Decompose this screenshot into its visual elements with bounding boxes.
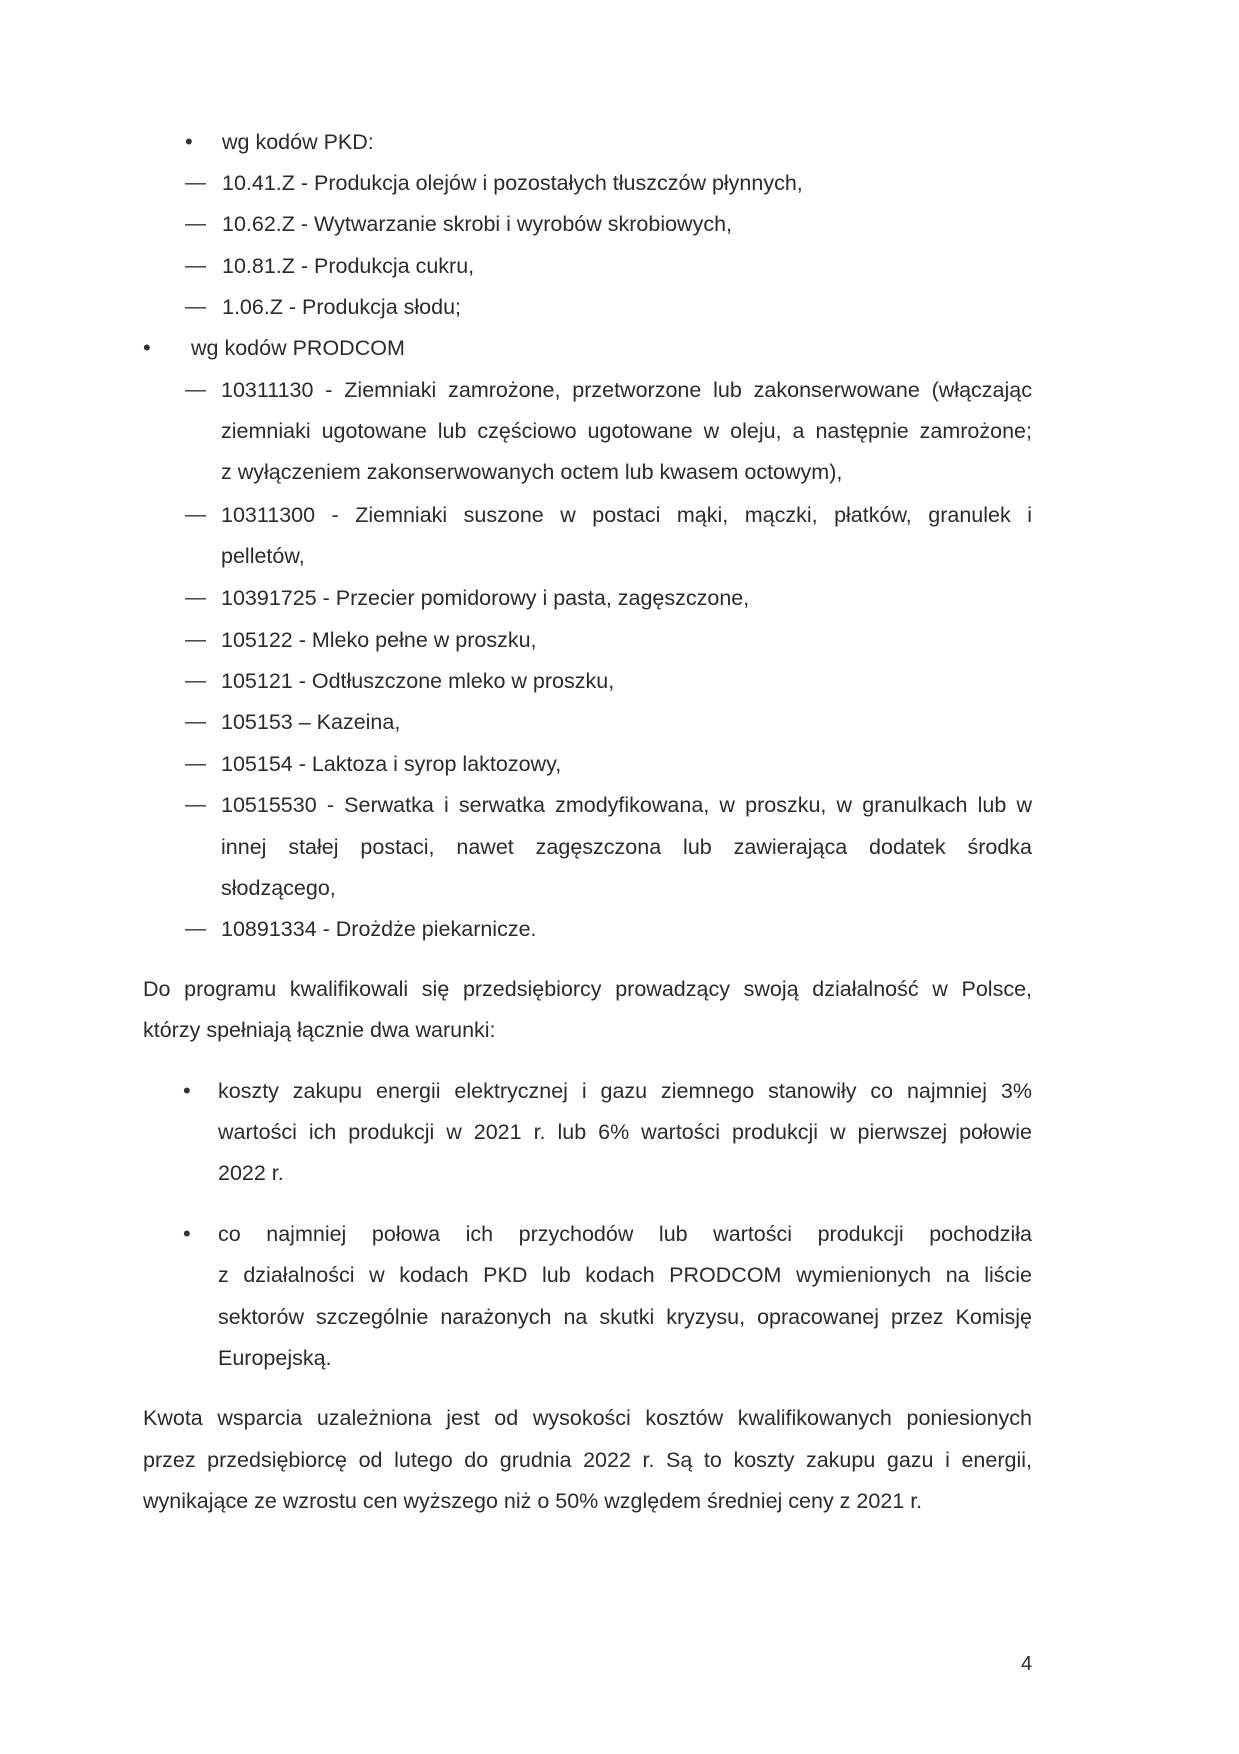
prodcom-item-line: innej stałej postaci, nawet zagęszczona lub zawierająca dodatek środka [221, 835, 1032, 859]
condition-line: koszty zakupu energii elektrycznej i gazu ziemnego stanowiły co najmniej 3% [218, 1079, 1032, 1103]
dash-marker: — [185, 917, 205, 940]
prodcom-item-line: 105153 – Kazeina, [221, 710, 401, 734]
paragraph-line: Do programu kwalifikowali się przedsiębiorcy prowadzący swoją działalność w Polsce, [143, 977, 1032, 1001]
prodcom-item-line: słodzącego, [221, 876, 336, 900]
condition-line: wartości ich produkcji w 2021 r. lub 6% wartości produkcji w pierwszej połowie [218, 1120, 1032, 1144]
paragraph-line: którzy spełniają łącznie dwa warunki: [143, 1018, 496, 1042]
paragraph-line: wynikające ze wzrostu cen wyższego niż o 50% względem średniej ceny z 2021 r. [143, 1489, 923, 1513]
bullet-marker: • [183, 1221, 191, 1246]
prodcom-item-line: 10515530 - Serwatka i serwatka zmodyfikowana, w proszku, w granulkach lub w [221, 793, 1032, 817]
prodcom-item-line: 10311300 - Ziemniaki suszone w postaci mąki, mączki, płatków, granulek i [221, 503, 1032, 527]
dash-marker: — [185, 254, 205, 277]
pkd-item: 10.41.Z - Produkcja olejów i pozostałych tłuszczów płynnych, [222, 171, 803, 195]
prodcom-item-line: pelletów, [221, 544, 305, 568]
condition-line: 2022 r. [218, 1161, 284, 1185]
prodcom-item-line: z wyłączeniem zakonserwowanych octem lub kwasem octowym), [221, 460, 843, 484]
prodcom-item-line: 105154 - Laktoza i syrop laktozowy, [221, 752, 562, 776]
dash-marker: — [185, 295, 205, 318]
prodcom-item-line: 10391725 - Przecier pomidorowy i pasta, zagęszczone, [221, 586, 750, 610]
dash-marker: — [185, 212, 205, 235]
bullet-marker: • [183, 1078, 191, 1103]
condition-line: Europejską. [218, 1346, 332, 1370]
prodcom-heading: wg kodów PRODCOM [191, 336, 405, 360]
pkd-item: 10.81.Z - Produkcja cukru, [222, 254, 475, 278]
dash-marker: — [185, 669, 205, 692]
dash-marker: — [185, 503, 205, 526]
dash-marker: — [185, 586, 205, 609]
condition-line: co najmniej połowa ich przychodów lub wartości produkcji pochodziła [218, 1222, 1032, 1246]
bullet-marker: • [185, 129, 193, 154]
dash-marker: — [185, 628, 205, 651]
pkd-item: 10.62.Z - Wytwarzanie skrobi i wyrobów skrobiowych, [222, 212, 733, 236]
dash-marker: — [185, 752, 205, 775]
prodcom-item-line: 105121 - Odtłuszczone mleko w proszku, [221, 669, 615, 693]
pkd-item: 1.06.Z - Produkcja słodu; [222, 295, 462, 319]
prodcom-item-line: 105122 - Mleko pełne w proszku, [221, 628, 537, 652]
prodcom-item-line: ziemniaki ugotowane lub częściowo ugotowane w oleju, a następnie zamrożone; [221, 419, 1032, 443]
prodcom-item-line: 10891334 - Drożdże piekarnicze. [221, 917, 537, 941]
paragraph-line: Kwota wsparcia uzależniona jest od wysokości kosztów kwalifikowanych poniesionych [143, 1406, 1032, 1430]
dash-marker: — [185, 710, 205, 733]
dash-marker: — [185, 378, 205, 401]
pkd-heading: wg kodów PKD: [222, 130, 374, 154]
dash-marker: — [185, 793, 205, 816]
page-number: 4 [1021, 1653, 1033, 1675]
paragraph-line: przez przedsiębiorcę od lutego do grudnia 2022 r. Są to koszty zakupu gazu i energii, [143, 1448, 1032, 1472]
dash-marker: — [185, 171, 205, 194]
bullet-marker: • [143, 335, 151, 360]
condition-line: z działalności w kodach PKD lub kodach PRODCOM wymienionych na liście [218, 1263, 1032, 1287]
prodcom-item-line: 10311130 - Ziemniaki zamrożone, przetworzone lub zakonserwowane (włączając [221, 378, 1032, 402]
condition-line: sektorów szczególnie narażonych na skutki kryzysu, opracowanej przez Komisję [218, 1305, 1032, 1329]
